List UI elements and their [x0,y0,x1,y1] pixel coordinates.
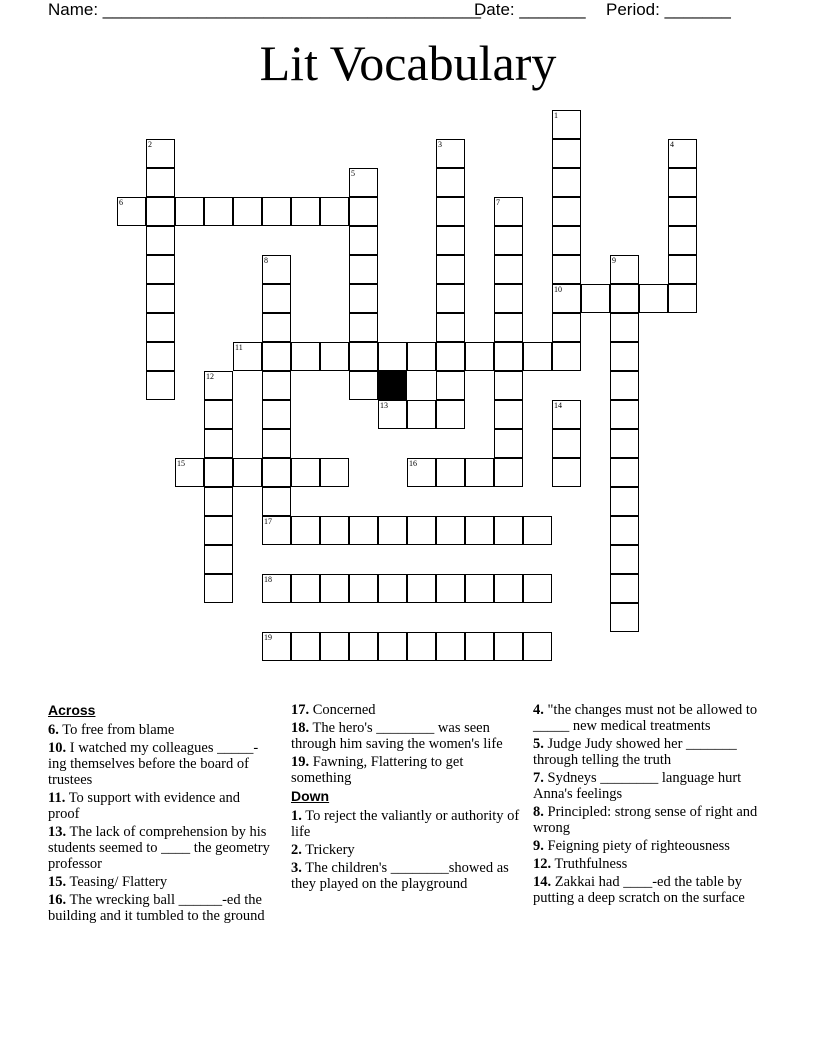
answer-cell[interactable] [436,574,465,603]
across-clue [48,790,273,822]
answer-cell[interactable] [146,313,175,342]
answer-cell[interactable] [639,284,668,313]
down-clue [533,770,758,802]
clue-number: 14. [533,874,552,890]
answer-cell[interactable] [436,313,465,342]
answer-cell[interactable] [204,371,233,400]
answer-cell[interactable] [668,197,697,226]
clue-text: The lack of comprehension by his students seemed to ____ the geometry professor [48,824,270,872]
answer-cell[interactable] [494,574,523,603]
answer-cell[interactable] [291,516,320,545]
answer-cell[interactable] [349,342,378,371]
answer-cell[interactable] [610,516,639,545]
answer-cell[interactable] [494,313,523,342]
answer-cell[interactable] [436,168,465,197]
answer-cell[interactable] [349,226,378,255]
down-clue [533,804,758,836]
answer-cell[interactable] [436,197,465,226]
answer-cell[interactable] [175,458,204,487]
answer-cell[interactable] [349,197,378,226]
answer-cell[interactable] [668,139,697,168]
answer-cell[interactable] [262,458,291,487]
answer-cell[interactable] [407,516,436,545]
answer-cell[interactable] [262,632,291,661]
answer-cell[interactable] [407,458,436,487]
answer-cell[interactable] [378,516,407,545]
answer-cell[interactable] [291,458,320,487]
answer-cell[interactable] [494,516,523,545]
clue-number: 9. [533,838,544,854]
answer-cell[interactable] [610,371,639,400]
answer-cell[interactable] [494,458,523,487]
answer-cell[interactable] [349,632,378,661]
answer-cell[interactable] [610,400,639,429]
answer-cell[interactable] [494,226,523,255]
across-clue [48,722,273,738]
answer-cell[interactable] [610,342,639,371]
answer-cell[interactable] [204,197,233,226]
cell-number: 3 [438,140,442,149]
down-clue [291,860,526,892]
answer-cell[interactable] [204,545,233,574]
clue-number: 10. [48,740,67,756]
cell-number: 1 [554,111,558,120]
answer-cell[interactable] [436,371,465,400]
cell-number: 7 [496,198,500,207]
cell-number: 6 [119,198,123,207]
answer-cell[interactable] [349,313,378,342]
clue-number: 13. [48,824,67,840]
answer-cell[interactable] [349,371,378,400]
answer-cell[interactable] [262,429,291,458]
clue-number: 3. [291,860,302,876]
clue-number: 15. [48,874,67,890]
cell-number: 10 [554,285,562,294]
answer-cell[interactable] [262,197,291,226]
across-clue [291,720,526,752]
down-clue [533,874,758,906]
cell-number: 11 [235,343,243,352]
cell-number: 9 [612,256,616,265]
down-clue [533,702,758,734]
answer-cell[interactable] [291,342,320,371]
answer-cell[interactable] [349,574,378,603]
answer-cell[interactable] [523,632,552,661]
answer-cell[interactable] [146,226,175,255]
clue-text: Teasing/ Flattery [66,874,168,890]
page-title: Lit Vocabulary [259,35,557,91]
clue-text: To reject the valiantly or authority of life [291,808,520,840]
answer-cell[interactable] [378,632,407,661]
answer-cell[interactable] [552,429,581,458]
answer-cell[interactable] [436,226,465,255]
answer-cell[interactable] [436,632,465,661]
clue-text: To support with evidence and proof [48,790,241,822]
answer-cell[interactable] [146,168,175,197]
answer-cell[interactable] [552,139,581,168]
answer-cell[interactable] [552,226,581,255]
clue-number: 18. [291,720,310,736]
answer-cell[interactable] [552,313,581,342]
answer-cell[interactable] [262,255,291,284]
answer-cell[interactable] [610,603,639,632]
answer-cell[interactable] [262,574,291,603]
answer-cell[interactable] [465,342,494,371]
answer-cell[interactable] [146,342,175,371]
answer-cell[interactable] [146,284,175,313]
clue-text: "the changes must not be allowed to _____ new medical treatments [533,702,758,734]
clue-text: Zakkai had ____-ed the table by putting a deep scratch on the surface [533,874,745,906]
clue-number: 11. [48,790,66,806]
cell-number: 8 [264,256,268,265]
answer-cell[interactable] [465,516,494,545]
cell-number: 15 [177,459,185,468]
down-clue [291,808,526,840]
clue-text: Feigning piety of righteousness [543,838,730,854]
answer-cell[interactable] [552,168,581,197]
answer-cell[interactable] [436,255,465,284]
clue-number: 6. [48,722,59,738]
clue-column-2 [291,702,526,894]
answer-cell[interactable] [436,284,465,313]
black-cell [378,371,407,400]
clue-number: 5. [533,736,544,752]
clue-text: Fawning, Flattering to get something [291,754,464,786]
answer-cell[interactable] [262,516,291,545]
answer-cell[interactable] [407,342,436,371]
answer-cell[interactable] [146,139,175,168]
answer-cell[interactable] [436,139,465,168]
answer-cell[interactable] [552,400,581,429]
clue-text: The wrecking ball ______-ed the building and it tumbled to the ground [48,892,265,924]
clue-number: 1. [291,808,302,824]
clue-number: 12. [533,856,552,872]
answer-cell[interactable] [320,516,349,545]
clue-column-3 [533,702,758,908]
answer-cell[interactable] [320,342,349,371]
answer-cell[interactable] [494,400,523,429]
across-clue [48,874,273,890]
across-clue [291,702,526,718]
cell-number: 13 [380,401,388,410]
answer-cell[interactable] [349,168,378,197]
answer-cell[interactable] [465,574,494,603]
answer-cell[interactable] [204,487,233,516]
answer-cell[interactable] [523,342,552,371]
answer-cell[interactable] [494,429,523,458]
answer-cell[interactable] [494,197,523,226]
cell-number: 14 [554,401,562,410]
answer-cell[interactable] [146,255,175,284]
clue-text: Trickery [301,842,355,858]
across-clue [291,754,526,786]
down-clue [291,842,526,858]
answer-cell[interactable] [378,574,407,603]
answer-cell[interactable] [552,255,581,284]
answer-cell[interactable] [146,371,175,400]
answer-cell[interactable] [494,342,523,371]
cell-number: 17 [264,517,272,526]
answer-cell[interactable] [610,313,639,342]
answer-cell[interactable] [494,255,523,284]
cell-number: 4 [670,140,674,149]
answer-cell[interactable] [204,574,233,603]
clue-number: 17. [291,702,310,718]
answer-cell[interactable] [552,458,581,487]
answer-cell[interactable] [204,458,233,487]
answer-cell[interactable] [610,458,639,487]
clue-number: 19. [291,754,310,770]
answer-cell[interactable] [349,255,378,284]
across-clue [48,740,273,788]
answer-cell[interactable] [610,255,639,284]
answer-cell[interactable] [262,313,291,342]
answer-cell[interactable] [523,516,552,545]
answer-cell[interactable] [262,487,291,516]
clue-column-1 [48,702,273,926]
answer-cell[interactable] [320,632,349,661]
answer-cell[interactable] [407,632,436,661]
answer-cell[interactable] [436,516,465,545]
answer-cell[interactable] [204,516,233,545]
answer-cell[interactable] [610,487,639,516]
answer-cell[interactable] [552,284,581,313]
answer-cell[interactable] [262,400,291,429]
cell-number: 12 [206,372,214,381]
answer-cell[interactable] [349,516,378,545]
period-field: Period: _______ [606,0,731,19]
answer-cell[interactable] [436,400,465,429]
down-clue [533,736,758,768]
clue-text: Truthfulness [551,856,628,872]
answer-cell[interactable] [610,284,639,313]
clue-text: Sydneys ________ language hurt Anna's feelings [533,770,742,802]
answer-cell[interactable] [117,197,146,226]
answer-cell[interactable] [552,342,581,371]
cell-number: 5 [351,169,355,178]
answer-cell[interactable] [610,574,639,603]
answer-cell[interactable] [175,197,204,226]
answer-cell[interactable] [233,342,262,371]
answer-cell[interactable] [291,574,320,603]
date-field: Date: _______ [474,0,586,19]
answer-cell[interactable] [494,284,523,313]
answer-cell[interactable] [378,342,407,371]
across-clue [48,892,273,924]
name-field: Name: ________________________________________ [48,0,481,19]
down-clue [533,856,758,872]
answer-cell[interactable] [494,632,523,661]
answer-cell[interactable] [262,284,291,313]
answer-cell[interactable] [320,197,349,226]
clue-text: I watched my colleagues _____-ing themselves before the board of trustees [48,740,259,788]
answer-cell[interactable] [233,458,262,487]
answer-cell[interactable] [465,632,494,661]
answer-cell[interactable] [436,458,465,487]
answer-cell[interactable] [552,197,581,226]
answer-cell[interactable] [407,400,436,429]
clue-number: 7. [533,770,544,786]
clue-number: 2. [291,842,302,858]
clue-number: 16. [48,892,67,908]
clue-text: Judge Judy showed her _______ through telling the truth [533,736,737,768]
answer-cell[interactable] [349,284,378,313]
clue-text: The children's ________showed as they played on the playground [291,860,509,892]
clue-text: Concerned [309,702,376,718]
answer-cell[interactable] [523,574,552,603]
answer-cell[interactable] [291,197,320,226]
answer-cell[interactable] [204,400,233,429]
clue-number: 4. [533,702,544,718]
across-clue [48,824,273,872]
answer-cell[interactable] [233,197,262,226]
answer-cell[interactable] [668,284,697,313]
cell-number: 16 [409,459,417,468]
answer-cell[interactable] [320,574,349,603]
cell-number: 2 [148,140,152,149]
across-heading: Across [48,702,96,718]
down-clue [533,838,758,854]
answer-cell[interactable] [320,458,349,487]
clue-text: The hero's ________ was seen through him saving the women's life [291,720,503,752]
down-heading: Down [291,788,330,804]
answer-cell[interactable] [494,371,523,400]
clue-number: 8. [533,804,544,820]
answer-cell[interactable] [291,632,320,661]
cell-number: 18 [264,575,272,584]
cell-number: 19 [264,633,272,642]
answer-cell[interactable] [378,400,407,429]
answer-cell[interactable] [668,168,697,197]
answer-cell[interactable] [262,342,291,371]
answer-cell[interactable] [146,197,175,226]
answer-cell[interactable] [552,110,581,139]
answer-cell[interactable] [407,574,436,603]
answer-cell[interactable] [465,458,494,487]
clue-text: To free from blame [58,722,175,738]
answer-cell[interactable] [204,429,233,458]
clue-text: Principled: strong sense of right and wrong [533,804,758,836]
answer-cell[interactable] [436,342,465,371]
answer-cell[interactable] [262,371,291,400]
answer-cell[interactable] [581,284,610,313]
answer-cell[interactable] [610,429,639,458]
answer-cell[interactable] [668,255,697,284]
answer-cell[interactable] [610,545,639,574]
answer-cell[interactable] [668,226,697,255]
